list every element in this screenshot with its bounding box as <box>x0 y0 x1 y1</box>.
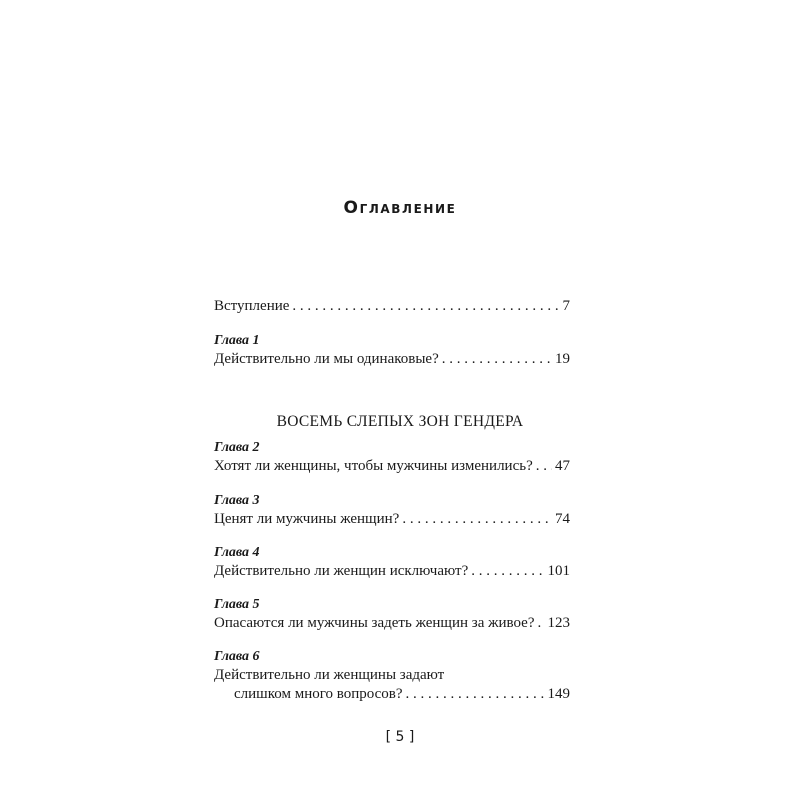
toc-entry-label: Вступление <box>214 298 290 314</box>
chapter-label-1: Глава 1 <box>214 333 260 348</box>
chapter-label-3: Глава 3 <box>214 493 260 508</box>
toc-entry-label-line-1: Действительно ли женщины задают <box>214 667 445 683</box>
toc-entry-intro <box>214 296 570 316</box>
dot-leader <box>537 613 544 633</box>
toc-entry-label: Ценят ли мужчины женщин? <box>214 511 400 527</box>
toc-entry-label: Действительно ли женщин исключают? <box>214 563 469 579</box>
toc-entry-chapter-3 <box>214 509 570 529</box>
toc-entry-page: 101 <box>547 563 570 579</box>
dot-leader <box>442 349 552 369</box>
page-number: [ 5 ] <box>385 729 415 745</box>
chapter-label-2: Глава 2 <box>214 440 260 455</box>
chapter-label-4: Глава 4 <box>214 545 260 560</box>
toc-entry-label: Действительно ли мы одинаковые? <box>214 351 439 367</box>
toc-entry-label: Хотят ли женщины, чтобы мужчины изменились? <box>214 458 533 474</box>
toc-entry-page: 123 <box>547 615 570 631</box>
toc-entry-chapter-1 <box>214 349 570 369</box>
section-title: ВОСЕМЬ СЛЕПЫХ ЗОН ГЕНДЕРА <box>276 413 524 430</box>
page-title: Оглавление <box>343 198 457 218</box>
dot-leader <box>471 561 544 581</box>
chapter-label-5: Глава 5 <box>214 597 260 612</box>
toc-entry-chapter-6 <box>234 684 570 704</box>
toc-entry-page: 47 <box>555 458 570 474</box>
toc-entry-chapter-2 <box>214 456 570 476</box>
toc-entry-label: Опасаются ли мужчины задеть женщин за живое? <box>214 615 535 631</box>
dot-leader <box>536 456 552 476</box>
dot-leader <box>406 684 545 704</box>
toc-entry-page: 149 <box>547 686 570 702</box>
toc-entry-chapter-4 <box>214 561 570 581</box>
toc-entry-page: 74 <box>555 511 570 527</box>
toc-entry-page: 19 <box>555 351 570 367</box>
toc-entry-label-line-2: слишком много вопросов? <box>234 686 403 702</box>
chapter-label-6: Глава 6 <box>214 649 260 664</box>
dot-leader <box>292 296 559 316</box>
dot-leader <box>402 509 552 529</box>
toc-entry-page: 7 <box>562 298 570 314</box>
toc-entry-chapter-5 <box>214 613 570 633</box>
